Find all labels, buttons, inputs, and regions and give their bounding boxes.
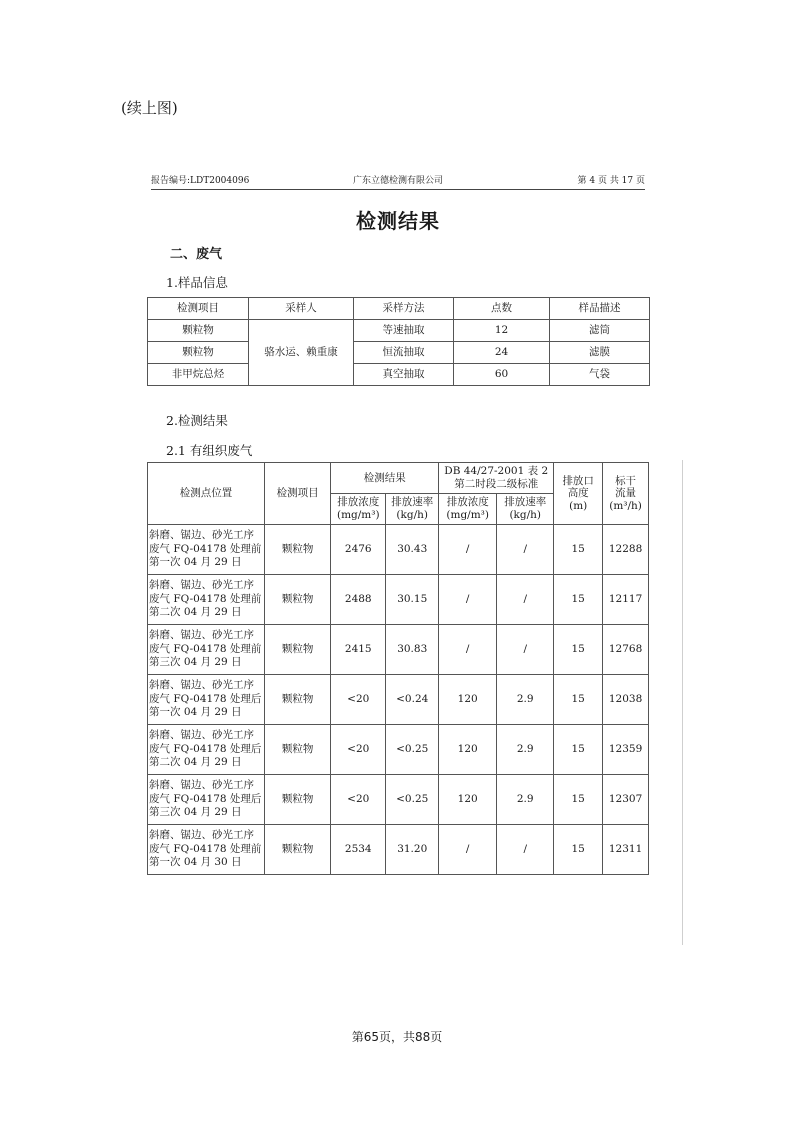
location-header: 检测点位置 — [148, 463, 265, 525]
std-rate-cell: 2.9 — [497, 675, 554, 725]
conc-header — [331, 494, 386, 525]
std-rate-header — [497, 494, 554, 525]
location-cell — [148, 525, 265, 575]
location-cell — [148, 775, 265, 825]
height-cell: 15 — [554, 625, 603, 675]
std-rate-cell: / — [497, 825, 554, 875]
table-row — [148, 525, 649, 575]
rate-cell: 31.20 — [386, 825, 439, 875]
conc-cell: <20 — [331, 775, 386, 825]
std-conc-cell: 120 — [439, 675, 497, 725]
std-conc-cell: / — [439, 825, 497, 875]
method-cell: 等速抽取 — [354, 320, 454, 342]
conc-header-label: 排放浓度 — [337, 496, 380, 509]
flow-header — [603, 463, 649, 525]
standard-line-2: 第二时段二级标准 — [454, 478, 539, 490]
height-header-line: 高度 — [567, 487, 589, 500]
height-header-line: 排放口 — [562, 474, 594, 487]
location-line: 第一次 04 月 30 日 — [149, 856, 242, 869]
conc-cell: 2415 — [331, 625, 386, 675]
flow-header-line: 流量 — [615, 487, 637, 500]
method-cell: 真空抽取 — [354, 364, 454, 386]
std-conc-cell: 120 — [439, 775, 497, 825]
rate-header-unit: (kg/h) — [396, 509, 428, 521]
flow-cell: 12311 — [603, 825, 649, 875]
report-number: 报告编号:LDT2004096 — [151, 176, 250, 186]
location-line: 废气 FQ-04178 处理前 — [149, 542, 262, 555]
height-cell: 15 — [554, 525, 603, 575]
flow-cell: 12768 — [603, 625, 649, 675]
header-cell: 采样方法 — [354, 298, 454, 320]
company-name: 广东立德检测有限公司 — [352, 176, 443, 186]
height-header-line: (m) — [569, 499, 588, 512]
std-conc-cell: / — [439, 525, 497, 575]
height-cell: 15 — [554, 725, 603, 775]
desc-cell: 气袋 — [550, 364, 650, 386]
location-line: 斜磨、锯边、砂光工序 — [149, 529, 254, 542]
location-line: 斜磨、锯边、砂光工序 — [149, 779, 254, 792]
std-rate-cell: 2.9 — [497, 725, 554, 775]
rate-header-label: 排放速率 — [391, 496, 434, 509]
conc-cell: 2534 — [331, 825, 386, 875]
points-cell: 24 — [454, 342, 550, 364]
conc-header-unit: (mg/m³) — [336, 509, 380, 521]
location-line: 废气 FQ-04178 处理前 — [149, 592, 262, 605]
header-cell: 样品描述 — [550, 298, 650, 320]
flow-cell: 12288 — [603, 525, 649, 575]
report-header — [151, 173, 645, 187]
continued-label: (续上图) — [121, 99, 178, 117]
location-line: 第一次 04 月 29 日 — [149, 706, 242, 719]
std-conc-cell: / — [439, 575, 497, 625]
location-cell — [148, 825, 265, 875]
rate-cell: <0.25 — [386, 775, 439, 825]
std-conc-header-unit: (mg/m³) — [446, 509, 489, 521]
item-cell: 颗粒物 — [265, 575, 331, 625]
location-line: 废气 FQ-04178 处理前 — [149, 642, 262, 655]
std-rate-cell: / — [497, 525, 554, 575]
sample-info-table — [147, 297, 650, 386]
method-cell: 恒流抽取 — [354, 342, 454, 364]
rate-cell: <0.25 — [386, 725, 439, 775]
flow-cell: 12038 — [603, 675, 649, 725]
header-cell: 点数 — [454, 298, 550, 320]
location-line: 废气 FQ-04178 处理前 — [149, 842, 262, 855]
location-line: 废气 FQ-04178 处理后 — [149, 692, 262, 705]
report-page-number: 第 4 页 共 17 页 — [577, 176, 645, 186]
std-conc-cell: / — [439, 625, 497, 675]
results-body — [148, 525, 649, 875]
flow-cell: 12359 — [603, 725, 649, 775]
height-cell: 15 — [554, 825, 603, 875]
location-cell — [148, 575, 265, 625]
conc-cell: 2488 — [331, 575, 386, 625]
std-rate-header-unit: (kg/h) — [509, 509, 542, 521]
conc-cell: 2476 — [331, 525, 386, 575]
item-cell: 颗粒物 — [148, 320, 249, 342]
table-row — [148, 625, 649, 675]
flow-header-line: (m³/h) — [609, 499, 642, 512]
desc-cell: 滤膜 — [550, 342, 650, 364]
location-line: 斜磨、锯边、砂光工序 — [149, 829, 254, 842]
organized-emission-heading: 2.1 有组织废气 — [166, 443, 253, 458]
results-heading: 2.检测结果 — [166, 413, 228, 428]
desc-cell: 滤筒 — [550, 320, 650, 342]
location-line: 斜磨、锯边、砂光工序 — [149, 579, 254, 592]
sample-info-heading: 1.样品信息 — [166, 275, 228, 290]
standard-header — [439, 463, 554, 494]
conc-cell: <20 — [331, 725, 386, 775]
location-cell — [148, 625, 265, 675]
std-rate-cell: / — [497, 575, 554, 625]
location-line: 第二次 04 月 29 日 — [149, 606, 242, 619]
location-line: 斜磨、锯边、砂光工序 — [149, 729, 254, 742]
table-row — [148, 320, 650, 342]
header-cell: 采样人 — [249, 298, 354, 320]
location-line: 斜磨、锯边、砂光工序 — [149, 679, 254, 692]
item-cell: 颗粒物 — [265, 525, 331, 575]
standard-line-1: DB 44/27-2001 表 2 — [444, 465, 549, 478]
location-cell — [148, 675, 265, 725]
height-cell: 15 — [554, 575, 603, 625]
height-cell: 15 — [554, 775, 603, 825]
location-line: 斜磨、锯边、砂光工序 — [149, 629, 254, 642]
std-rate-cell: 2.9 — [497, 775, 554, 825]
location-line: 废气 FQ-04178 处理后 — [149, 742, 262, 755]
item-cell: 颗粒物 — [265, 625, 331, 675]
location-line: 第一次 04 月 29 日 — [149, 556, 242, 569]
location-line: 第三次 04 月 29 日 — [149, 656, 242, 669]
location-line: 第二次 04 月 29 日 — [149, 756, 242, 769]
table-row — [148, 825, 649, 875]
std-rate-header-label: 排放速率 — [504, 496, 547, 509]
rate-header — [386, 494, 439, 525]
document-title: 检测结果 — [356, 209, 440, 233]
item-cell: 颗粒物 — [148, 342, 249, 364]
points-cell: 12 — [454, 320, 550, 342]
table-header-row — [148, 298, 650, 320]
std-rate-cell: / — [497, 625, 554, 675]
section-title: 二、废气 — [170, 247, 223, 262]
item-header: 检测项目 — [265, 463, 331, 525]
rate-cell: 30.15 — [386, 575, 439, 625]
scan-edge-line — [682, 460, 683, 945]
item-cell: 颗粒物 — [265, 725, 331, 775]
table-row — [148, 575, 649, 625]
table-row — [148, 775, 649, 825]
height-cell: 15 — [554, 675, 603, 725]
result-group-header: 检测结果 — [331, 463, 439, 494]
table-row — [148, 725, 649, 775]
rate-cell: 30.83 — [386, 625, 439, 675]
page-footer: 第65页，共88页 — [351, 1030, 443, 1044]
flow-header-line: 标干 — [615, 474, 637, 487]
header-divider — [151, 189, 645, 190]
rate-cell: 30.43 — [386, 525, 439, 575]
location-line: 第三次 04 月 29 日 — [149, 806, 242, 819]
sampler-cell: 骆水运、赖重康 — [249, 320, 354, 386]
item-cell: 颗粒物 — [265, 825, 331, 875]
points-cell: 60 — [454, 364, 550, 386]
table-row — [148, 675, 649, 725]
std-conc-cell: 120 — [439, 725, 497, 775]
flow-cell: 12117 — [603, 575, 649, 625]
height-header — [554, 463, 603, 525]
std-conc-header — [439, 494, 497, 525]
location-cell — [148, 725, 265, 775]
rate-cell: <0.24 — [386, 675, 439, 725]
location-line: 废气 FQ-04178 处理后 — [149, 792, 262, 805]
table-row — [148, 364, 650, 386]
item-cell: 颗粒物 — [265, 775, 331, 825]
conc-cell: <20 — [331, 675, 386, 725]
table-row — [148, 342, 650, 364]
header-cell: 检测项目 — [148, 298, 249, 320]
flow-cell: 12307 — [603, 775, 649, 825]
std-conc-header-label: 排放浓度 — [446, 496, 489, 509]
item-cell: 非甲烷总烃 — [148, 364, 249, 386]
item-cell: 颗粒物 — [265, 675, 331, 725]
table-header-row — [148, 463, 649, 494]
emission-results-table — [147, 462, 649, 875]
